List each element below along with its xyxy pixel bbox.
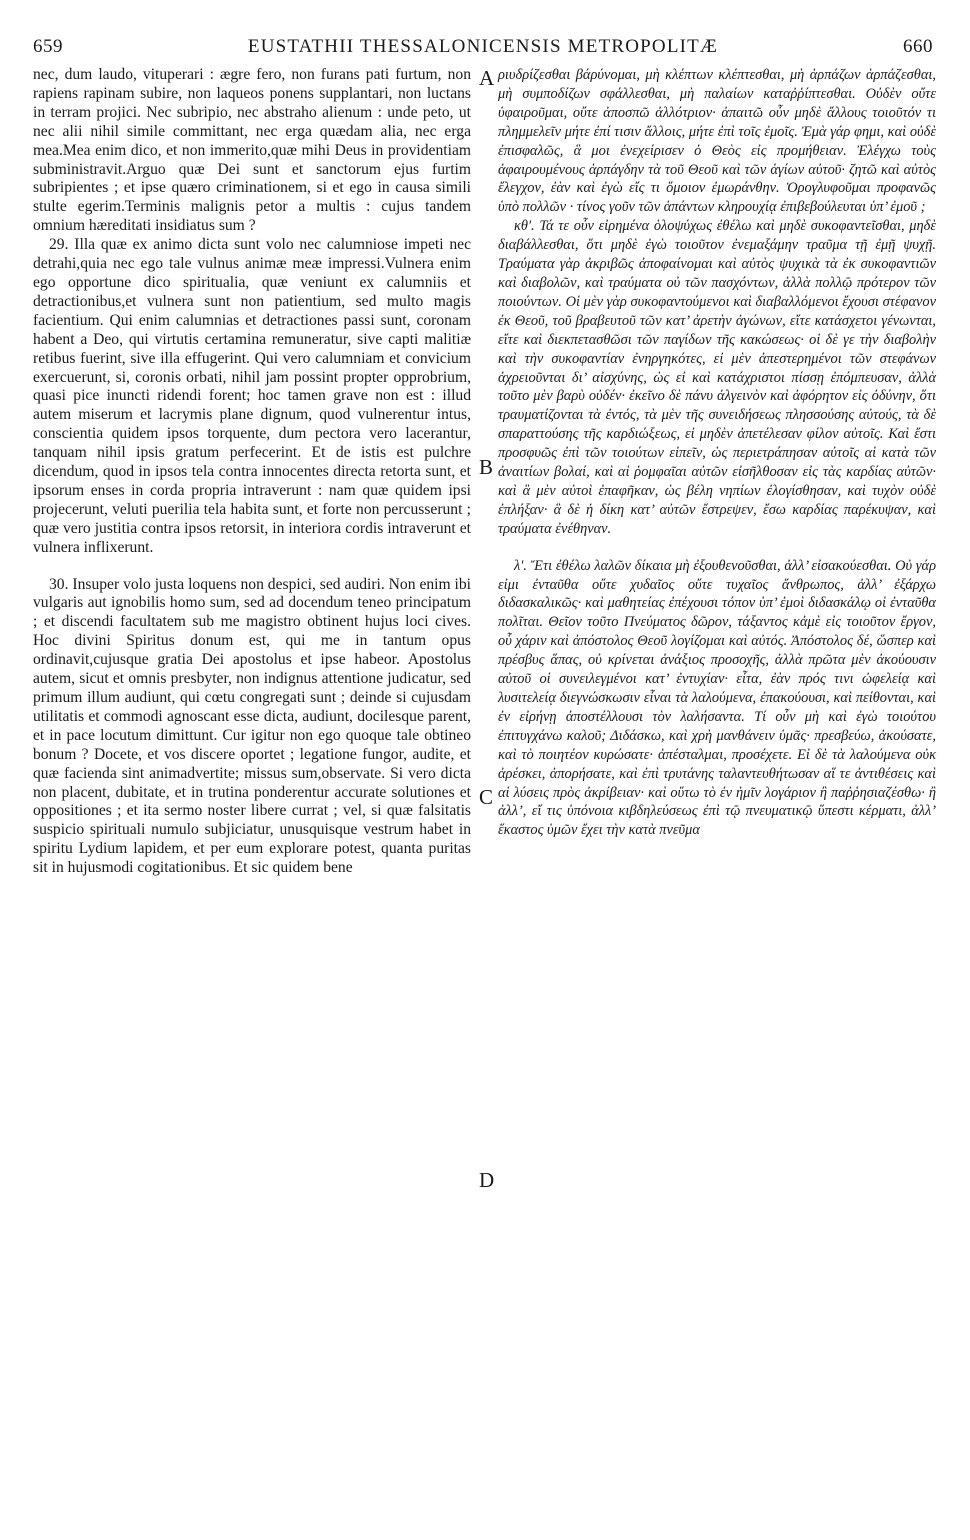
- latin-column: [33, 66, 471, 878]
- left-page-number: 659: [33, 36, 63, 57]
- right-page-number: 660: [903, 36, 933, 57]
- greek-paragraph-1: ριυδρίζεσθαι βάρύνομαι, μὴ κλέπτων κλέπτεσθαι, μὴ ἁρπάζων ἁρπάζεσθαι, μὴ συμποδίζων σφάλλεσθαι, μὴ παλαίων καταῤῥίπτεσθαι. Οὐδὲν οὔτε ὑφαιροῦμαι, οὔτε ἀποσπῶ ἀλλότριον· ἀπαιτῶ οὖν μηδὲ ἄλλους τοιοῦτόν τι πλημμελεῖν μήτε ἐπί τισιν ἄλλοις, μήτε ἐπὶ τοῖς ἐμοῖς. Ἐμὰ γάρ φημι, καὶ οὐδὲ ἐπισφαλῶς, ἃ μοι ἐνεχείρισεν ὁ Θεὸς εἰς προμήθειαν. Ἐλέγχω τοὺς ἀφαιρουμένους ἁρπάγδην τὰ τοῦ Θεοῦ καὶ τῶν ἁγίων αὐτοῦ· ζητῶ καὶ αὐτὸς ἔλεγχον, ἐὰν καὶ ἐγὼ εἴς τι ὅμοιον ἐμωράνθην. Ὁρογλυφοῦμαι προφανῶς ὑπὸ πολλῶν · τίνος γοῦν τῶν ἁπάντων κληρουχίᾳ ἐπιβεβούλευται ὑπ’ ἐμοῦ ;: [498, 67, 936, 216]
- latin-paragraph-30: 30. Insuper volo justa loquens non despici, sed audiri. Non enim ibi vulgaris aut ignobilis homo sum, sed ad docendum teneo principatum ; et discendi facultatem sub me magistro obtinent hujus loci cives. Hoc divini Spiritus donum est, qui me in tantum opus ordinavit,cujusque gratia Dei apostolus et ipse habeor. Apostolus autem, sicut et omnis presbyter, non indignus attentione judicatur, sed primum illum audiunt, qui cœtu congregati sunt ; deinde si cujusdam utilitatis et commodi agnoscant esse dicta, audiunt, docilesque parent, et in pace locutum dimittunt. Cur igitur non ego quoque tale obtineo bonum ? Docete, et vos discere oportet ; legatione fungor, audite, et quæ facienda sint animadvertite; missus sum,observate. Si vero dicta non placent, dubitate, et in trutina ponderentur accurate solutiones et oppositiones ; et ita sermo noster libere currat ; vel, si quæ falsitatis suspicio spirituali numulo subjiciatur, unusquisque vestrum habet in spiritu Lydium lapidem, et per eum explorare potest, quanta puritas sit in hujusmodi cogitationibus. Et sic quidem bene: [33, 575, 471, 877]
- greek-column: [498, 66, 936, 840]
- margin-letter-a: A: [479, 66, 495, 90]
- margin-letter-d: D: [479, 1168, 495, 1192]
- margin-letter-b: B: [479, 455, 494, 479]
- margin-letter-c: C: [479, 785, 494, 809]
- page-header: [33, 36, 933, 58]
- latin-paragraph-1: nec, dum laudo, vituperari : ægre fero, non furans pati furtum, non rapiens rapinam subire, non laqueos ponens supplantari, non luctans in terram projici. Nec subripio, nec abstraho alienum : unde peto, ut nec alii nihil simile committant, nec erga quædam alia, nec erga mea.Mea enim dico, et non immerito,quæ mihi Deus in providentiam subministravit.Arguo quæ Dei sunt et sanctorum ejus furtim subripientes ; et ipse quæro criminationem, si et ego in causa simili stulte egerim.Terminis malignis petor a multis : cujus tandem omnium hæreditati insidiatus sum ?: [33, 66, 471, 235]
- latin-paragraph-29: 29. Illa quæ ex animo dicta sunt volo nec calumniose impeti nec detrahi,quia nec ego tale vulnus animæ meæ impressi.Vulnera enim ego opportune dico spiritualia, quæ veniunt ex calumniis et detractionibus,et vulnera sunt non patientium, sed multo magis facientium. Qui enim calumnias et detractiones passi sunt, coronam habent a Deo, qui virtutis certamina remuneratur, sive capti malitiæ retibus fuerint, sive illa effugerint. Qui vero calumniam et convicium exercuerunt, si, coronis orbati, nihil jam possint propter opprobrium, quasi pice inuncti ridendi forent; hoc tamen grave non est : illud autem miserum et lacrymis plane dignum, quod vulnerentur intus, conscientia quidem ipsos torquente, dum pectora vero lacerantur, tanquam nihil ipsis gratum perfecerint. Et de istis est pulchre dicendum, quod in ipsos tela contra innocentes directa retorta sunt, et ipsorum enses in corda propria intraverunt : nam quæ quidem ipsi projecerunt, veluti puerilia tela habita sunt, et forte non percusserunt ; quæ vero justitia contra ipsos retorsit, in interiora cordis intraverunt et vulnera inflixerunt.: [33, 236, 471, 556]
- greek-paragraph-29: κθʹ. Τά τε οὖν εἰρημένα ὁλοψύχως ἐθέλω καὶ μηδὲ συκοφαντεῖσθαι, μηδὲ διαβάλλεσθαι, ὅτι μηδὲ ἐγὼ τοιοῦτον ἐνεμαξάμην τραῦμα τῇ ἐμῇ ψυχῇ. Τραύματα γὰρ ἀκριβῶς ἀποφαίνομαι καὶ αὐτὸς ψυχικὰ τὰ ἐκ συκοφαντιῶν καὶ διαβολῶν, καὶ τραύματα οὐ τῶν πασχόντων, ἀλλὰ πολλῷ πρότερον τῶν ποιούντων. Οἱ μὲν γὰρ συκοφαντούμενοι καὶ διαβαλλόμενοι ἔχουσι στέφανον ἐκ Θεοῦ, τοῦ βραβευτοῦ τῶν κατ’ ἀρετὴν ἀγώνων, εἴτε κατάσχετοι γένωνται, εἴτε καὶ διεκπετασθῶσι τῶν παγίδων τῆς κακώσεως· οἱ δὲ γε τὴν διαβολὴν καὶ τὴν συκοφαντίαν ἐνηργηκότες, εἰ μὲν ἀπεστερημένοι τῶν στεφάνων ἀχρειοῦνται δι’ αἰσχύνης, ὡς εἰ καὶ κατάχριστοι πίσσῃ ἐπόμπευσαν, ἀλλὰ τοῦτο μὲν βαρὺ οὐδέν· ἐκεῖνο δὲ πάνυ ἀλγεινὸν καὶ ἀφόρητον εἰς ὀδύνην, ὅτι τραυματίζονται τὰ ἐντός, τὰ μὲν τῆς συνειδήσεως πλησσούσης αὐτούς, τὰ δὲ σπαραττούσης τῆς καρδιώξεως, εἰ μηδὲν ἀπετέλεσαν φίλον αὐτοῖς. Καὶ ἔστι προσφυῶς ἐπὶ τῶν τοιούτων εἰπεῖν, ὡς περιετράπησαν αὐτοῖς αἱ κατὰ τῶν ἀναιτίων βολαί, καὶ αἱ ῥομφαῖαι αὐτῶν εἰσῆλθοσαν εἰς τὰς καρδίας αὐτῶν· καὶ ἃ μὲν αὐτοὶ ἐπαφῆκαν, ὡς βέλη νηπίων ἐλογίσθησαν, καὶ τυχὸν οὐδὲ ἐπλήξαν· ἃ δὲ ἡ δίκη κατ’ αὐτῶν ἔστρεψεν, ἔσω καρδίας παρέκυψαν, καὶ τραύματα ἐνέθηναν.: [498, 218, 936, 537]
- section-gap: [498, 539, 936, 557]
- greek-paragraph-30: λʹ. Ἔτι ἐθέλω λαλῶν δίκαια μὴ ἐξουθενοῦσθαι, ἀλλ’ εἰσακούεσθαι. Οὐ γάρ εἰμι ἐνταῦθα οὔτε χυδαῖος οὔτε τυχαῖος ἄνθρωπος, ἀλλ’ ἐξάρχω διδασκαλικῶς· καὶ μαθητείας ἐπέχουσι τόπον ὑπ’ ἐμοὶ διδασκάλῳ οἱ ἐνταῦθα πολῖται. Θεῖον τοῦτο Πνεύματος δῶρον, τάξαντος κἀμὲ εἰς τοιοῦτον ἔργον, οὗ χάριν καὶ ἀπόστολος Θεοῦ λογίζομαι καὶ αὐτός. Ἀπόστολος δέ, ὥσπερ καὶ πρέσβυς ἅπας, οὐ κρίνεται ἀνάξιος προσοχῆς, ἀλλὰ πρῶτα μὲν ἀκούουσιν αὐτοῦ οἱ συνειλεγμένοι κατ’ ἐντυχίαν· εἶτα, ἐὰν πρός τινι ὠφελείᾳ καὶ λυσιτελείᾳ διεγνώσκωσιν εἶναι τὰ λαλούμενα, ἐπακούουσι, καὶ πείθονται, καὶ ἐν εἰρήνῃ ἀποστέλλουσι τὸν λαλήσαντα. Τί οὖν μὴ καὶ ἐγὼ τοιούτου ἐπιτυγχάνω καλοῦ; Διδάσκω, καὶ χρὴ μανθάνειν ὑμᾶς· πρεσβεύω, ἀκούσατε, καὶ τὸ ποιητέον κυρώσατε· ἀπέσταλμαι, προσέχετε. Εἰ δὲ τὰ λαλούμενα οὐκ ἀρέσκει, ἀπορήσατε, καὶ ἐπὶ τρυτάνης ταλαντευθήτωσαν αἵ τε ἀντιθέσεις καὶ αἱ λύσεις πρὸς ἀκρίβειαν· καὶ οὕτω τὸ ἐν ἡμῖν λογάριον ἢ παῤῥησιαζέσθω· ἢ ἀλλ’, εἴ τις ὑπόνοια κιβδηλεύσεως ἐπὶ τῷ πνευματικῷ ὕπεστι κέρματι, ἀλλ’ ἕκαστος ὑμῶν ἔχει τὴν κατὰ πνεῦμα: [498, 557, 936, 839]
- section-gap: [33, 558, 471, 576]
- running-title: EUSTATHII THESSALONICENSIS METROPOLITÆ: [247, 36, 719, 57]
